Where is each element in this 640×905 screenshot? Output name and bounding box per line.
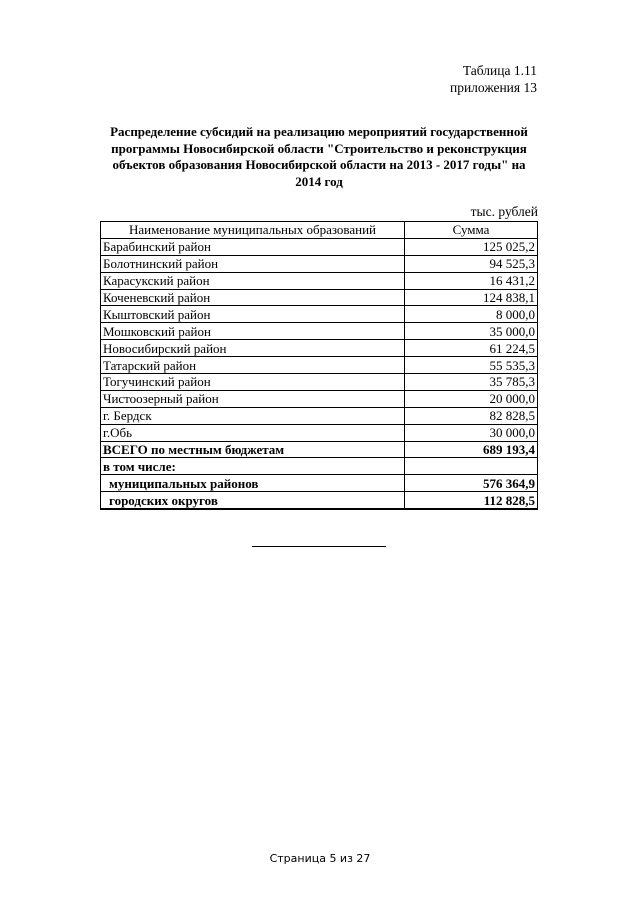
table-row	[101, 238, 538, 255]
appendix-reference: приложения 13	[449, 80, 537, 95]
table-row	[101, 255, 538, 272]
row-sum: 16 431,2	[405, 272, 538, 289]
row-name: Татарский район	[101, 357, 405, 374]
row-name: Барабинский район	[101, 238, 405, 255]
including-empty-cell	[405, 458, 538, 475]
units-label: тыс. рублей	[470, 204, 538, 219]
row-name: Новосибирский район	[101, 340, 405, 357]
row-sum: 125 025,2	[405, 238, 538, 255]
breakdown-label: муниципальных районов	[101, 475, 405, 492]
total-sum: 689 193,4	[405, 441, 538, 458]
page-footer: Страница 5 из 27	[269, 852, 371, 865]
row-sum: 8 000,0	[405, 306, 538, 323]
row-sum: 55 535,3	[405, 357, 538, 374]
row-name: Мошковский район	[101, 323, 405, 340]
table-row	[101, 390, 538, 407]
row-name: г. Бердск	[101, 407, 405, 424]
row-sum: 124 838,1	[405, 289, 538, 306]
subsidies-table	[100, 221, 538, 510]
row-sum: 20 000,0	[405, 390, 538, 407]
table-row	[101, 306, 538, 323]
total-row	[101, 441, 538, 458]
breakdown-row	[101, 475, 538, 492]
row-sum: 61 224,5	[405, 340, 538, 357]
row-name: г.Обь	[101, 424, 405, 441]
table-row	[101, 357, 538, 374]
row-sum: 35 785,3	[405, 374, 538, 391]
table-row	[101, 424, 538, 441]
including-label: в том числе:	[101, 458, 405, 475]
row-sum: 94 525,3	[405, 255, 538, 272]
table-row	[101, 272, 538, 289]
row-name: Болотнинский район	[101, 255, 405, 272]
row-name: Кыштовский район	[101, 306, 405, 323]
total-label: ВСЕГО по местным бюджетам	[101, 441, 405, 458]
table-reference	[277, 62, 537, 96]
column-header-name: Наименование муниципальных образований	[101, 222, 405, 239]
row-name: Чистоозерный район	[101, 390, 405, 407]
row-name: Тогучинский район	[101, 374, 405, 391]
breakdown-sum: 576 364,9	[405, 475, 538, 492]
row-sum: 82 828,5	[405, 407, 538, 424]
table-row	[101, 289, 538, 306]
end-divider	[252, 546, 386, 547]
table-row	[101, 374, 538, 391]
row-sum: 30 000,0	[405, 424, 538, 441]
document-title: Распределение субсидий на реализацию мероприятий государственной программы Новосибирской области "Строительство и реконструкция объектов образования Новосибирской области на 2013 - 2017 годы" на 2014 год	[110, 124, 528, 189]
table-header-row	[101, 222, 538, 239]
breakdown-row	[101, 492, 538, 509]
table-row	[101, 407, 538, 424]
row-name: Карасукский район	[101, 272, 405, 289]
column-header-sum: Сумма	[405, 222, 538, 239]
breakdown-sum: 112 828,5	[405, 492, 538, 509]
table-row	[101, 323, 538, 340]
table-row	[101, 340, 538, 357]
row-sum: 35 000,0	[405, 323, 538, 340]
row-name: Коченевский район	[101, 289, 405, 306]
including-row	[101, 458, 538, 475]
table-number: Таблица 1.11	[462, 63, 537, 78]
breakdown-label: городских округов	[101, 492, 405, 509]
